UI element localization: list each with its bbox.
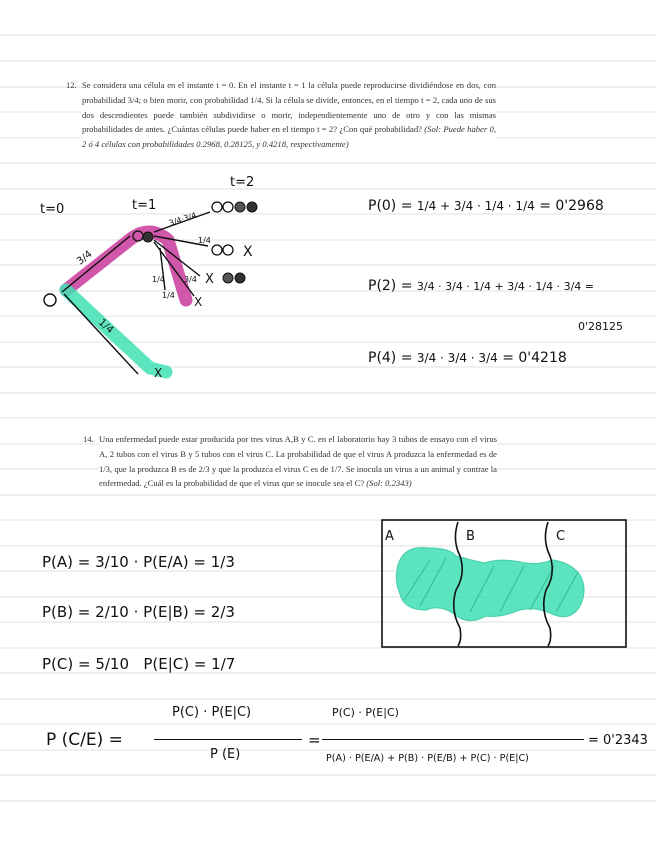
dead-mark-1: X: [243, 244, 253, 260]
dead-mark-4: X: [154, 366, 163, 380]
p2-value: 0'28125: [578, 320, 624, 333]
bayes-num1: P(C) · P(E|C): [172, 705, 252, 720]
bayes-den1: P (E): [210, 747, 241, 762]
problem-statement: Se considera una célula en el instante t = 0. En el instante t = 1 la célula puede reproducirse dividiéndose en dos, con probabilidad 3/4; o bien morir, con probabilidad 1/4. Si la célula se divide, entonces, en el tiempo t = 2, cada uno de sus dos descendientes puede también subdividirse o morir, independientemente uno de otro y con las mismas probabilidades de antes. ¿Cuántas células puede haber en el tiempo t = 2? ¿Con qué probabilidad?: [82, 80, 496, 135]
label-t2: t=2: [230, 175, 255, 190]
dead-mark-3: X: [194, 295, 203, 309]
p4-label: P(4) =: [368, 350, 413, 366]
bayes-value: = 0'2343: [588, 733, 648, 748]
p2-label: P(2) =: [368, 278, 413, 294]
pc-line: P(C) = 5/10 P(E|C) = 1/7: [42, 655, 236, 673]
branch-label-b: 1/4: [152, 275, 165, 284]
problem-solution: (Sol: 0.2343): [366, 478, 412, 489]
diagram-label-b: B: [466, 529, 475, 544]
p0-value: = 0'2968: [539, 198, 604, 214]
label-t0: t=0: [40, 202, 65, 217]
branch-label-a: 1/4: [198, 236, 211, 245]
bayes-den2: P(A) · P(E/A) + P(B) · P(E/B) + P(C) · P(E|C): [326, 753, 529, 764]
label-t1: t=1: [132, 198, 157, 213]
bayes-lhs: P (C/E) =: [46, 730, 123, 750]
diagram-label-a: A: [385, 529, 394, 544]
edge-label-3-4: 3/4: [75, 248, 95, 268]
p2-expression: 3/4 · 3/4 · 1/4 + 3/4 · 1/4 · 3/4 =: [416, 280, 595, 293]
problem-number: 12.: [66, 80, 77, 90]
bayes-equals: =: [308, 731, 321, 749]
diagram-label-c: C: [556, 529, 566, 544]
edge-label-1-4: 1/4: [95, 317, 116, 336]
p4-expression: 3/4 · 3/4 · 3/4: [416, 351, 498, 365]
p0-expression: 1/4 + 3/4 · 1/4 · 1/4: [416, 199, 535, 213]
problem-number: 14.: [83, 434, 94, 444]
p0-label: P(0) =: [368, 198, 413, 214]
branch-label-top: 3/4·3/4: [167, 210, 198, 228]
branch-label-c: 3/4: [184, 275, 197, 284]
bayes-num2: P(C) · P(E|C): [332, 706, 399, 719]
infection-blob: [396, 548, 584, 621]
pb-line: P(B) = 2/10 · P(E|B) = 2/3: [42, 603, 235, 621]
problem-solution: (Sol: Puede haber 0, 2 ó 4 células con probabilidades 0.2968, 0.28125, y 0.4218, respectivamente): [82, 124, 496, 150]
problem-statement: Una enfermedad puede estar producida por tres virus A,B y C. en el laboratorio hay 3 tubos de ensayo con el virus A, 2 tubos con el virus B y 5 tubos con el virus C. La probabilidad de que el virus A produzca la enfermedad es de 1/3, que la produzca B es de 2/3 y que la produzca el virus C es de 1/7. Se inocula un virus a un animal y contrae la enfermedad. ¿Cuál es la probabilidad de que el virus que se inocule sea el C?: [99, 434, 497, 489]
dead-mark-2: X: [205, 272, 214, 287]
p4-value: = 0'4218: [502, 350, 567, 366]
pa-line: P(A) = 3/10 · P(E/A) = 1/3: [42, 553, 235, 571]
branch-label-d: 1/4: [162, 291, 175, 300]
